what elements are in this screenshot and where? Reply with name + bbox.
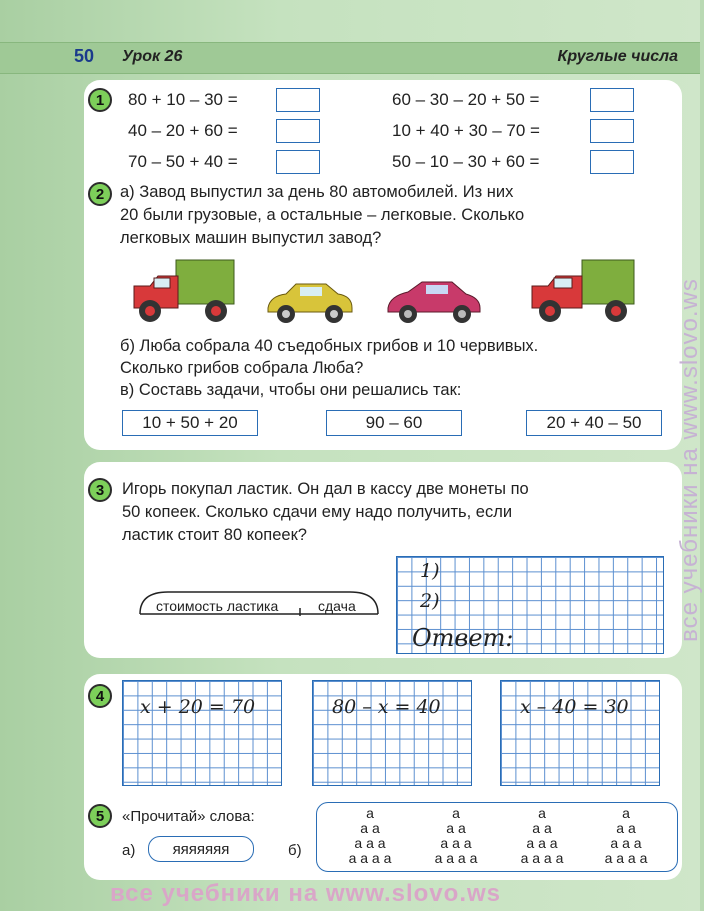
yellow-car-illustration (264, 276, 356, 326)
watermark-bottom: все учебники на www.slovo.ws (110, 880, 501, 907)
letter-pyramid: а а а а а а а а а а (434, 805, 478, 866)
task2-a-line2: 20 были грузовые, а остальные – легковые. Сколько (120, 206, 525, 224)
equation-1: x + 20 = 70 (140, 696, 256, 718)
task2-c-line: в) Составь задачи, чтобы они решались так: (120, 381, 462, 399)
topic-title: Круглые числа (557, 48, 678, 65)
answer-box[interactable] (276, 88, 320, 112)
equation-right-3: 50 – 10 – 30 + 60 = (392, 152, 540, 171)
label-change: сдача (318, 598, 356, 614)
task2-b-line2: Сколько грибов собрала Люба? (120, 359, 364, 377)
handwritten-step-1: 1) (420, 560, 440, 582)
label-cost: стоимость ластика (156, 598, 279, 614)
watermark-side: все учебники на www.slovo.ws (676, 278, 703, 642)
page-number: 50 (74, 46, 95, 66)
equation-2: 80 – x = 40 (332, 696, 441, 718)
task3-line2: 50 копеек. Сколько сдачи ему надо получить, если (122, 503, 513, 521)
red-car-illustration (384, 276, 484, 326)
lesson-title: Урок 26 (122, 48, 183, 65)
task-number-3: 3 (88, 478, 112, 502)
task3-line3: ластик стоит 80 копеек? (122, 526, 307, 544)
expression-box-1: 10 + 50 + 20 (122, 410, 258, 436)
truck-illustration-2 (528, 256, 638, 326)
handwritten-answer: Ответ: (412, 624, 514, 652)
letter-pyramid: а а а а а а а а а а (348, 805, 392, 866)
task5-prompt: «Прочитай» слова: (122, 808, 255, 825)
letter-pyramid: а а а а а а а а а а (520, 805, 564, 866)
task-number-1: 1 (88, 88, 112, 112)
equation-right-1: 60 – 30 – 20 + 50 = (392, 90, 540, 109)
task5-b-label: б) (288, 842, 302, 859)
expression-box-3: 20 + 40 – 50 (526, 410, 662, 436)
task-number-4: 4 (88, 684, 112, 708)
letter-pyramid: а а а а а а а а а а (604, 805, 648, 866)
task2-b-line1: б) Люба собрала 40 съедобных грибов и 10 червивых. (120, 337, 539, 355)
handwritten-step-2: 2) (420, 590, 440, 612)
task3-line1: Игорь покупал ластик. Он дал в кассу две монеты по (122, 480, 529, 498)
answer-box[interactable] (276, 150, 320, 174)
scrambled-word: яяяяяяя (148, 836, 254, 862)
task-number-2: 2 (88, 182, 112, 206)
answer-box[interactable] (590, 119, 634, 143)
answer-box[interactable] (590, 88, 634, 112)
task2-a-line1: а) Завод выпустил за день 80 автомобилей. Из них (120, 183, 514, 201)
equation-left-1: 80 + 10 – 30 = (128, 90, 238, 109)
answer-box[interactable] (590, 150, 634, 174)
equation-3: x – 40 = 30 (520, 696, 629, 718)
answer-box[interactable] (276, 119, 320, 143)
equation-left-3: 70 – 50 + 40 = (128, 152, 238, 171)
task-number-5: 5 (88, 804, 112, 828)
expression-box-2: 90 – 60 (326, 410, 462, 436)
task2-a-line3: легковых машин выпустил завод? (120, 229, 382, 247)
equation-left-2: 40 – 20 + 60 = (128, 121, 238, 140)
truck-illustration (128, 256, 238, 326)
task5-a-label: а) (122, 842, 136, 859)
equation-right-2: 10 + 40 + 30 – 70 = (392, 121, 540, 140)
